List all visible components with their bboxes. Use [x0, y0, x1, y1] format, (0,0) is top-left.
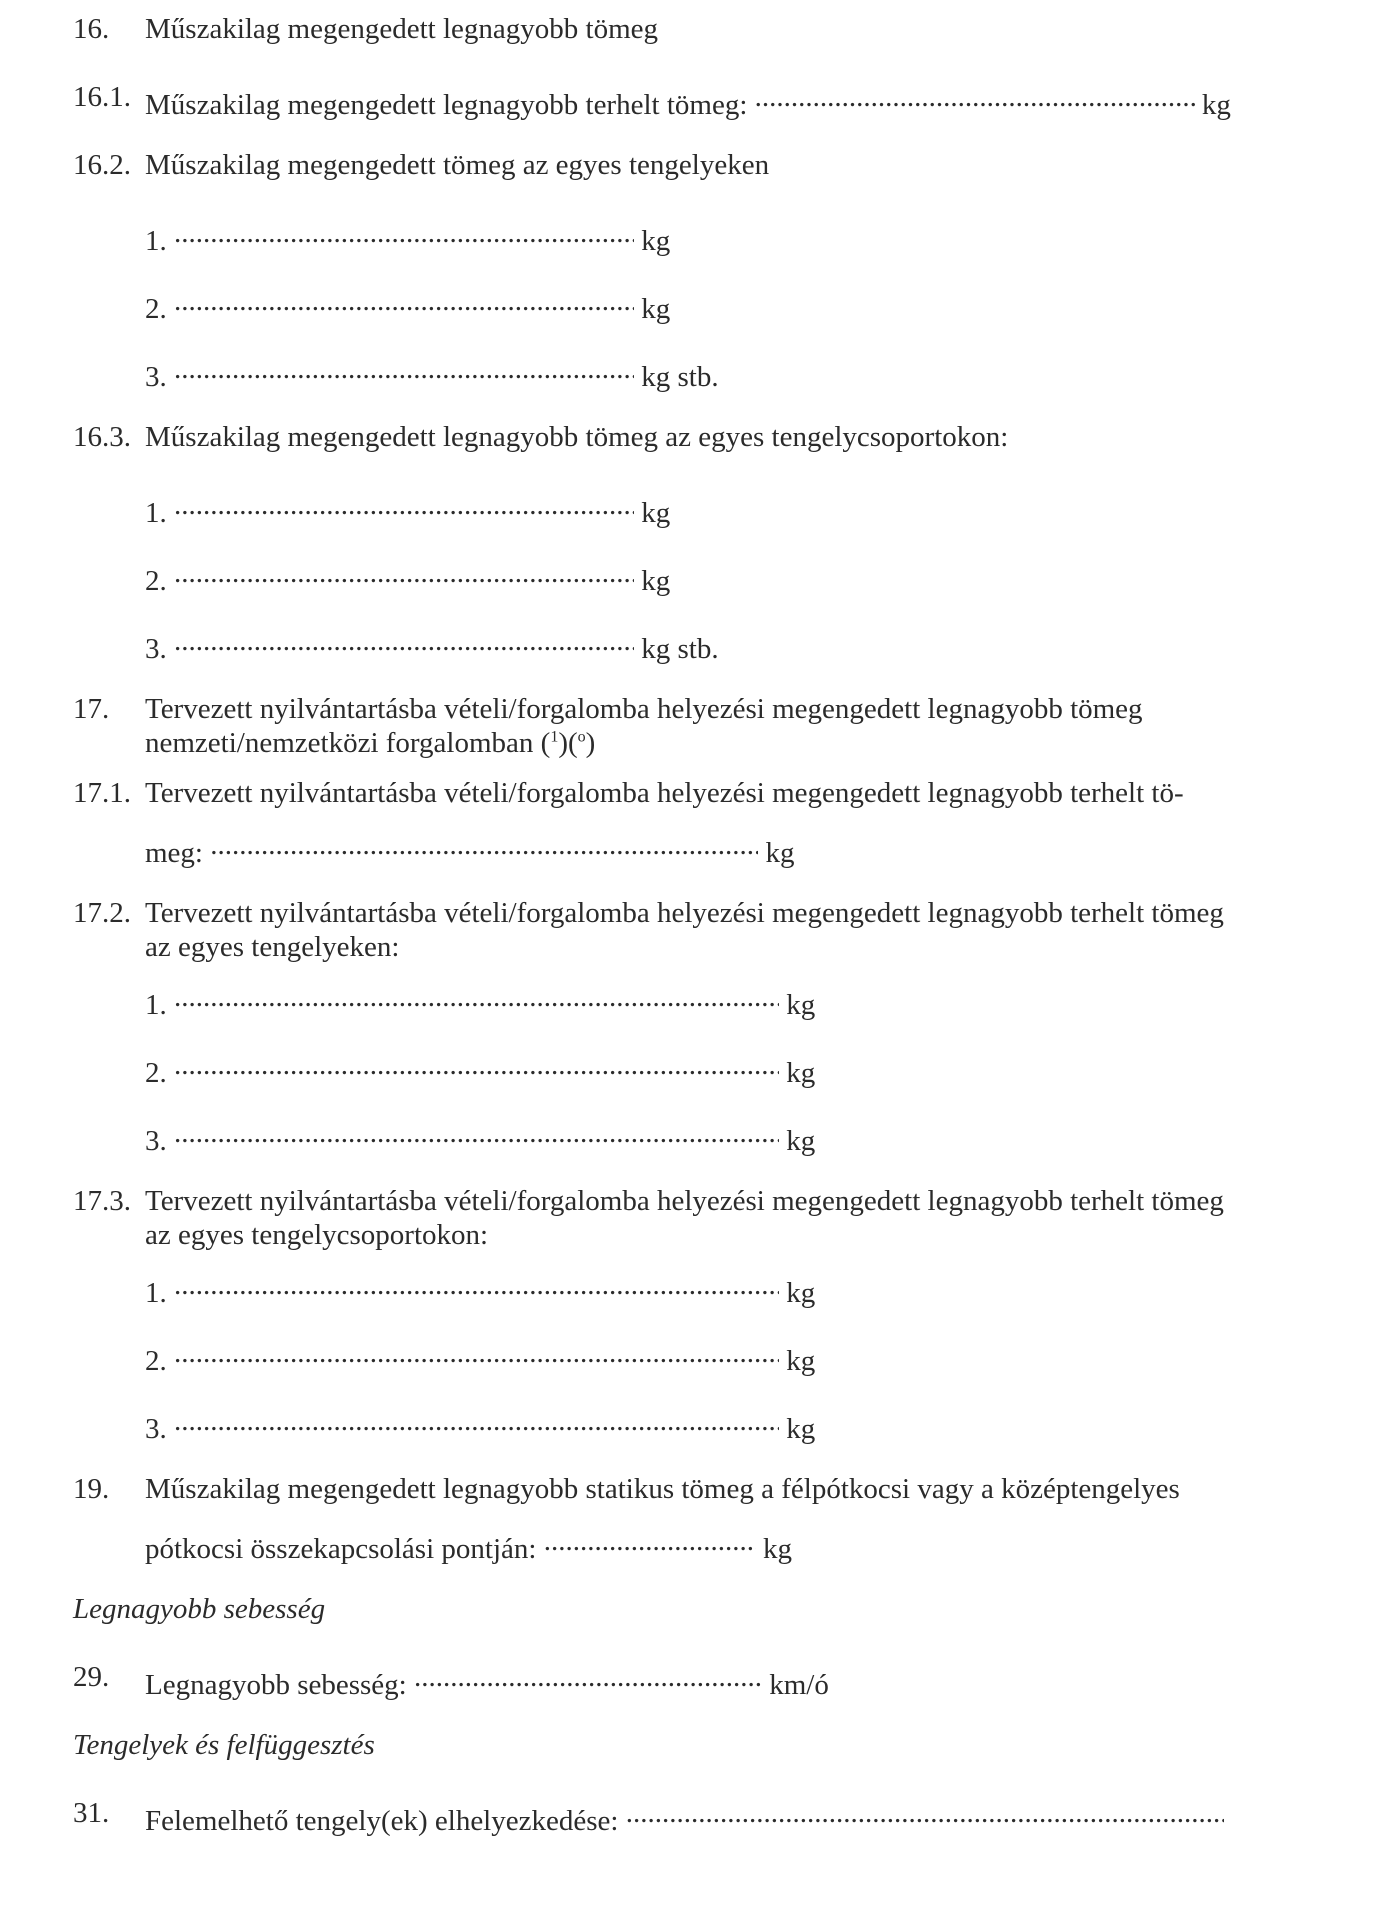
section-16-1-field: [145, 80, 1231, 122]
section-29-field: [145, 1660, 829, 1702]
row-number: 2.: [145, 565, 167, 597]
unit-label: kg: [1201, 89, 1231, 121]
unit-label: kg: [641, 293, 671, 325]
fill-in-dots[interactable]: [210, 828, 758, 862]
fill-in-dots[interactable]: [755, 80, 1195, 114]
fill-in-dots[interactable]: [414, 1660, 762, 1694]
section-17-number: 17.: [73, 693, 110, 725]
unit-label: kg: [762, 1533, 792, 1565]
axle-row: [145, 980, 815, 1022]
section-17-3-number: 17.3.: [73, 1185, 131, 1217]
fill-in-dots[interactable]: [174, 1048, 779, 1082]
field-label: meg:: [145, 837, 203, 869]
heading-max-speed: Legnagyobb sebesség: [73, 1593, 326, 1625]
unit-label: kg: [786, 1057, 816, 1089]
axle-group-row: [145, 1268, 815, 1310]
section-19-field: [145, 1524, 792, 1566]
section-16: [73, 12, 109, 46]
section-16-1-number: 16.1.: [73, 81, 131, 113]
fill-in-dots[interactable]: [174, 1336, 779, 1370]
section-19-number: 19.: [73, 1473, 110, 1505]
unit-label: kg: [786, 989, 816, 1021]
row-number: 3.: [145, 1125, 167, 1157]
row-number: 1.: [145, 1277, 167, 1309]
heading-axles-suspension: Tengelyek és felfüggesztés: [73, 1729, 375, 1761]
fill-in-dots[interactable]: [174, 284, 634, 318]
fill-in-dots[interactable]: [626, 1796, 1224, 1830]
section-17-line1: Tervezett nyilvántartásba vételi/forgalomba helyezési megengedett legnagyobb tömeg: [145, 693, 1143, 725]
section-17-2-line2: az egyes tengelyeken:: [145, 931, 400, 963]
field-label: Felemelhető tengely(ek) elhelyezkedése:: [145, 1805, 619, 1837]
fill-in-dots[interactable]: [174, 488, 634, 522]
section-17-line2: nemzeti/nemzetközi forgalomban ($^1$)($^o$): [145, 727, 596, 759]
section-16-3-title: Műszakilag megengedett legnagyobb tömeg az egyes tengelycsoportokon:: [145, 421, 1009, 453]
section-16-2-number: 16.2.: [73, 149, 131, 181]
section-16-title: Műszakilag megengedett legnagyobb tömeg: [145, 13, 658, 45]
axle-row: [145, 352, 719, 394]
unit-label: km/ó: [769, 1669, 829, 1701]
footnote-ref: o: [577, 728, 586, 746]
row-number: 1.: [145, 225, 167, 257]
unit-label: kg: [786, 1345, 816, 1377]
row-number: 2.: [145, 293, 167, 325]
axle-group-row: [145, 488, 670, 530]
field-label: Műszakilag megengedett legnagyobb terhelt tömeg:: [145, 89, 748, 121]
row-number: 1.: [145, 497, 167, 529]
section-16-3-number: 16.3.: [73, 421, 131, 453]
footnote-ref: 1: [550, 728, 559, 746]
unit-label: kg stb.: [641, 633, 719, 665]
section-31-number: 31.: [73, 1797, 110, 1829]
axle-group-row: [145, 1336, 815, 1378]
field-label: pótkocsi összekapcsolási pontján:: [145, 1533, 537, 1565]
row-number: 3.: [145, 1413, 167, 1445]
fill-in-dots[interactable]: [174, 556, 634, 590]
axle-row: [145, 1116, 815, 1158]
section-17-3-line1: Tervezett nyilvántartásba vételi/forgalomba helyezési megengedett legnagyobb terhelt tömeg: [145, 1185, 1224, 1217]
fill-in-dots[interactable]: [174, 1404, 779, 1438]
section-19-line1: Műszakilag megengedett legnagyobb statikus tömeg a félpótkocsi vagy a középtengelyes: [145, 1473, 1180, 1505]
axle-group-row: [145, 1404, 815, 1446]
fill-in-dots[interactable]: [174, 980, 779, 1014]
section-17-2-line1: Tervezett nyilvántartásba vételi/forgalomba helyezési megengedett legnagyobb terhelt tömeg: [145, 897, 1224, 929]
section-29-number: 29.: [73, 1661, 110, 1693]
row-number: 3.: [145, 633, 167, 665]
row-number: 3.: [145, 361, 167, 393]
section-number: 16.: [73, 13, 110, 45]
unit-label: kg: [786, 1125, 816, 1157]
field-label: Legnagyobb sebesség:: [145, 1669, 407, 1701]
unit-label: kg: [765, 837, 795, 869]
fill-in-dots[interactable]: [544, 1524, 756, 1558]
unit-label: kg: [786, 1277, 816, 1309]
section-17-1-field: [145, 828, 795, 870]
row-number: 1.: [145, 989, 167, 1021]
fill-in-dots[interactable]: [174, 352, 634, 386]
section-16-2-title: Műszakilag megengedett tömeg az egyes tengelyeken: [145, 149, 770, 181]
fill-in-dots[interactable]: [174, 216, 634, 250]
unit-label: kg: [786, 1413, 816, 1445]
section-17-1-line1: Tervezett nyilvántartásba vételi/forgalomba helyezési megengedett legnagyobb terhelt tö-: [145, 777, 1184, 809]
row-number: 2.: [145, 1057, 167, 1089]
fill-in-dots[interactable]: [174, 624, 634, 658]
section-31-field: [145, 1796, 1224, 1838]
fill-in-dots[interactable]: [174, 1268, 779, 1302]
section-17-3-line2: az egyes tengelycsoportokon:: [145, 1219, 489, 1251]
unit-label: kg: [641, 225, 671, 257]
axle-group-row: [145, 556, 670, 598]
axle-row: [145, 1048, 815, 1090]
row-number: 2.: [145, 1345, 167, 1377]
unit-label: kg: [641, 497, 671, 529]
fill-in-dots[interactable]: [174, 1116, 779, 1150]
unit-label: kg stb.: [641, 361, 719, 393]
section-17-1-number: 17.1.: [73, 777, 131, 809]
unit-label: kg: [641, 565, 671, 597]
section-17-2-number: 17.2.: [73, 897, 131, 929]
axle-row: [145, 284, 670, 326]
axle-row: [145, 216, 670, 258]
axle-group-row: [145, 624, 719, 666]
